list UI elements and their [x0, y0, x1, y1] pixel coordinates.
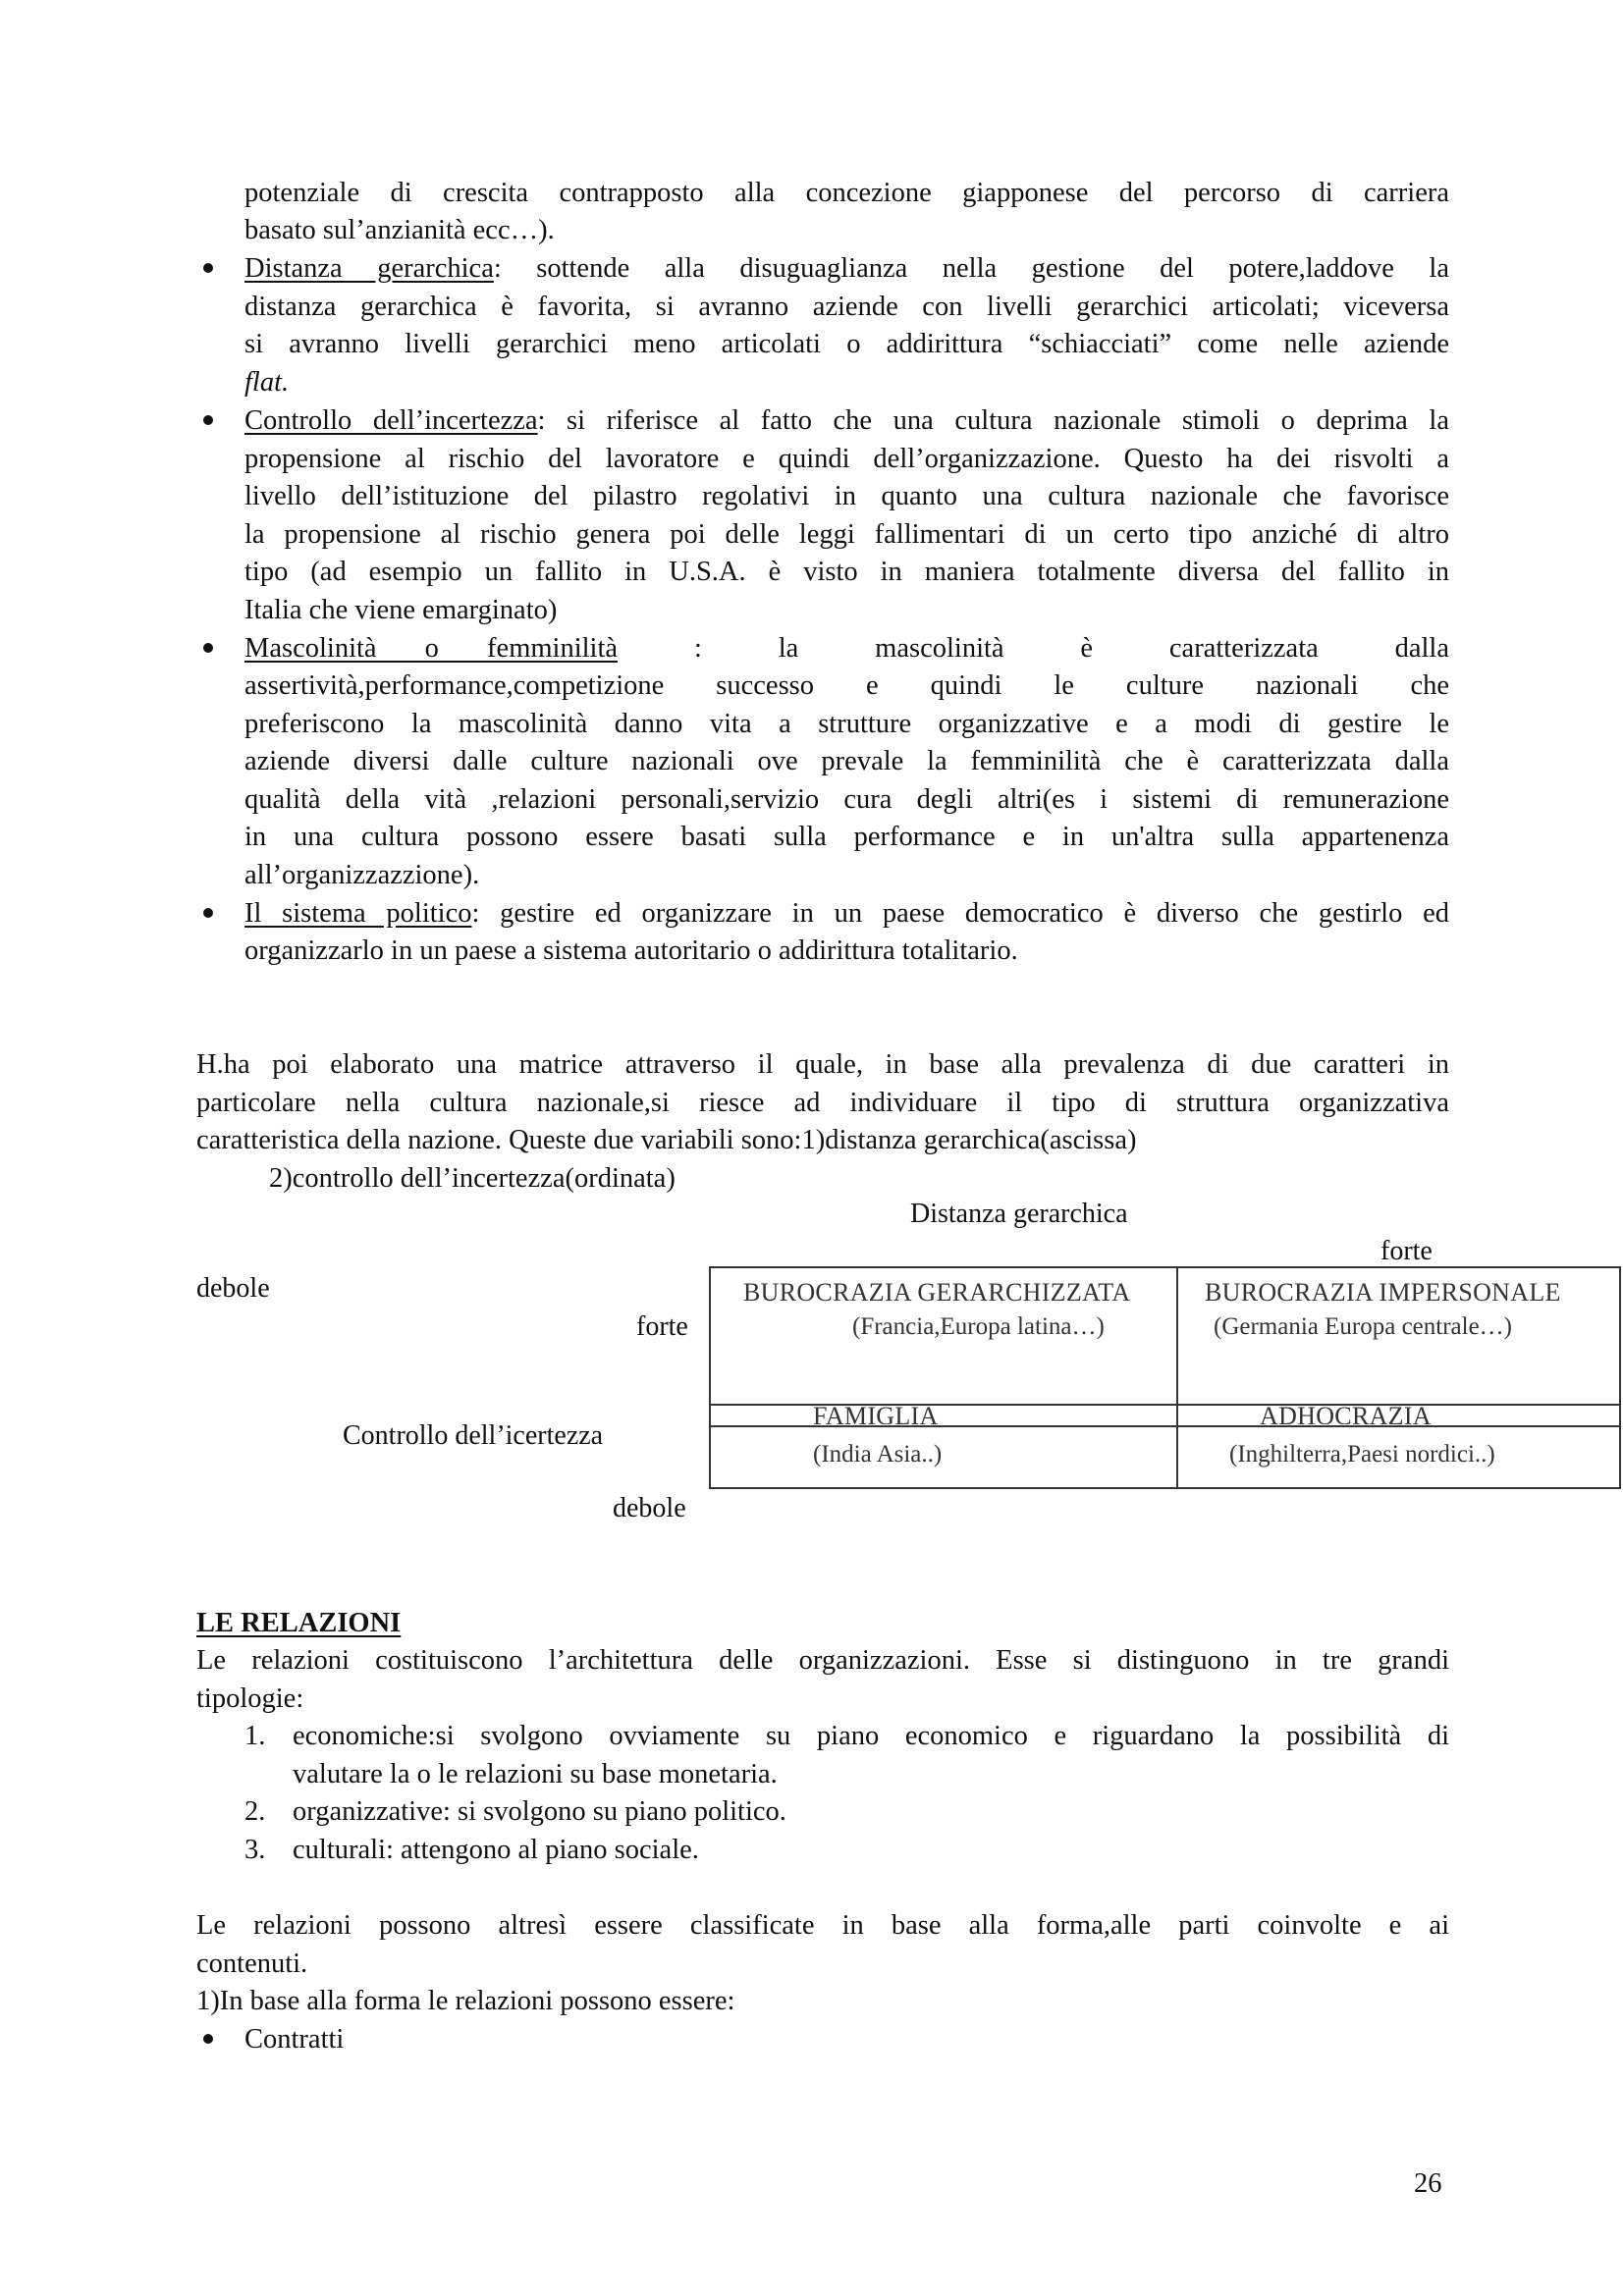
- list-num: 2.: [244, 1796, 266, 1827]
- bullet-dot: [203, 908, 213, 918]
- term-sistema: Il sistema politico: [244, 898, 472, 929]
- y-forte-label: forte: [636, 1311, 688, 1342]
- term-mascolinita: Mascolinità o femminilità: [244, 633, 619, 664]
- bullet-mascolinita-line-5: qualità della vità ,relazioni personali,servizio cura degli altri(es i sistemi di remunerazione: [244, 784, 1449, 815]
- section-heading: LE RELAZIONI: [196, 1608, 402, 1638]
- cell-burocrazia-impersonale-sub: (Germania Europa centrale…): [1214, 1313, 1513, 1340]
- list-item-1-line-2: valutare la o le relazioni su base monetaria.: [293, 1759, 778, 1789]
- cell-burocrazia-gerarchizzata-title: BUROCRAZIA GERARCHIZZATA: [743, 1278, 1131, 1307]
- bullet-controllo-line-3: livello dell’istituzione del pilastro regolativi in quanto una cultura nazionale che favorisce: [244, 481, 1449, 511]
- bullet-dot: [203, 263, 213, 273]
- x-forte-label: forte: [1380, 1236, 1433, 1266]
- bullet-sistema-line-2: organizzarlo in un paese a sistema autoritario o addirittura totalitario.: [244, 935, 1018, 966]
- y-debole-label: debole: [613, 1493, 686, 1523]
- bullet-controllo-text: : si riferisce al fatto che una cultura nazionale stimoli o deprima la: [537, 405, 1449, 436]
- list-item-1-line-1: economiche:si svolgono ovviamente su piano economico e riguardano la possibilità di: [293, 1721, 1449, 1751]
- bullet-dot: [203, 2034, 213, 2044]
- list-item-2: organizzative: si svolgono su piano politico.: [293, 1796, 786, 1827]
- matrix-intro-line-4: 2)controllo dell’incertezza(ordinata): [269, 1163, 676, 1194]
- bullet-distanza-line-3: si avranno livelli gerarchici meno articolati o addirittura “schiacciati” come nelle aziende: [244, 329, 1449, 359]
- y-axis-label: Controllo dell’icertezza: [343, 1420, 604, 1451]
- bullet-controllo-line-1: [244, 402, 1449, 441]
- bullet-mascolinita-line-2: assertività,performance,competizione successo e quindi le culture nazionali che: [244, 670, 1449, 701]
- bullet-controllo-line-5: tipo (ad esempio un fallito in U.S.A. è visto in maniera totalmente diversa del fallito in: [244, 557, 1449, 587]
- bullet-contratti: Contratti: [244, 2024, 345, 2055]
- page-number: 26: [1414, 2168, 1442, 2199]
- cell-burocrazia-gerarchizzata-sub: (Francia,Europa latina…): [852, 1313, 1105, 1340]
- bullet-distanza-line-4: flat.: [244, 367, 290, 398]
- term-controllo: Controllo dell’incertezza: [244, 405, 538, 436]
- bullet-controllo-line-6: Italia che viene emarginato): [244, 595, 558, 625]
- cell-famiglia-sub: (India Asia..): [813, 1441, 943, 1468]
- list-num: 1.: [244, 1721, 266, 1751]
- bullet-mascolinita-line-7: all’organizzazzione).: [244, 860, 480, 890]
- bullet-mascolinita-line-6: in una cultura possono essere basati sulla performance e in un'altra sulla appartenenza: [244, 822, 1449, 852]
- bullet-controllo-line-4: la propensione al rischio genera poi delle leggi fallimentari di un certo tipo anziché di altro: [244, 519, 1449, 550]
- cell-adhocrazia-sub: (Inghilterra,Paesi nordici..): [1229, 1441, 1495, 1468]
- matrix-horizontal-divider-2: [709, 1425, 1621, 1427]
- bullet-sistema-line-1: [244, 895, 1449, 934]
- bullet-controllo-line-2: propensione al rischio del lavoratore e quindi dell’organizzazione. Questo ha dei risvolti a: [244, 444, 1449, 474]
- bullet-sistema-text: : gestire ed organizzare in un paese democratico è diverso che gestirlo ed: [471, 898, 1449, 929]
- relazioni-p1-line-1: Le relazioni costituiscono l’architettura delle organizzazioni. Esse si distinguono in tre grandi: [196, 1645, 1449, 1676]
- relazioni-p2-line-2: contenuti.: [196, 1949, 308, 1979]
- x-debole-label: debole: [196, 1273, 270, 1304]
- bullet-dot: [203, 643, 213, 653]
- bullet-mascolinita-line-1: : la mascolinità è caratterizzata dalla: [694, 633, 1449, 664]
- term-distanza: Distanza gerarchica: [244, 253, 494, 284]
- matrix-vertical-divider: [1176, 1266, 1178, 1489]
- matrix-intro-line-1: H.ha poi elaborato una matrice attraverso il quale, in base alla prevalenza di due caratteri in: [196, 1049, 1449, 1080]
- bullet-mascolinita-line-4: aziende diversi dalle culture nazionali ove prevale la femminilità che è caratterizzata dalla: [244, 746, 1449, 776]
- relazioni-p3: 1)In base alla forma le relazioni possono essere:: [196, 1986, 735, 2016]
- bullet-distanza-line-1: [244, 250, 1449, 289]
- bullet-distanza-line-2: distanza gerarchica è favorita, si avranno aziende con livelli gerarchici articolati; viceversa: [244, 292, 1449, 322]
- matrix-intro-line-3: caratteristica della nazione. Queste due variabili sono:1)distanza gerarchica(ascissa): [196, 1125, 1137, 1155]
- bullet-distanza-text: : sottende alla disuguaglianza nella gestione del potere,laddove la: [493, 253, 1449, 284]
- bullet-mascolinita-line-3: preferiscono la mascolinità danno vita a strutture organizzative e a modi di gestire le: [244, 709, 1449, 739]
- cell-famiglia-title: FAMIGLIA: [813, 1402, 939, 1424]
- relazioni-p2-line-1: Le relazioni possono altresì essere classificate in base alla forma,alle parti coinvolte e ai: [196, 1910, 1449, 1941]
- bullet-dot: [203, 415, 213, 425]
- relazioni-p1-line-2: tipologie:: [196, 1683, 304, 1714]
- list-item-3: culturali: attengono al piano sociale.: [293, 1835, 699, 1865]
- x-axis-label: Distanza gerarchica: [910, 1199, 1128, 1229]
- list-num: 3.: [244, 1835, 266, 1865]
- matrix-intro-line-2: particolare nella cultura nazionale,si riesce ad individuare il tipo di struttura organizzativa: [196, 1088, 1449, 1118]
- cell-adhocrazia-title: ADHOCRAZIA: [1260, 1402, 1432, 1424]
- bullet-mascolinita-term-line: [244, 630, 618, 668]
- cell-burocrazia-impersonale-title: BUROCRAZIA IMPERSONALE: [1205, 1278, 1561, 1307]
- intro-line-2: basato sul’anzianità ecc…).: [244, 215, 555, 245]
- intro-line-1: potenziale di crescita contrapposto alla concezione giapponese del percorso di carriera: [244, 178, 1449, 208]
